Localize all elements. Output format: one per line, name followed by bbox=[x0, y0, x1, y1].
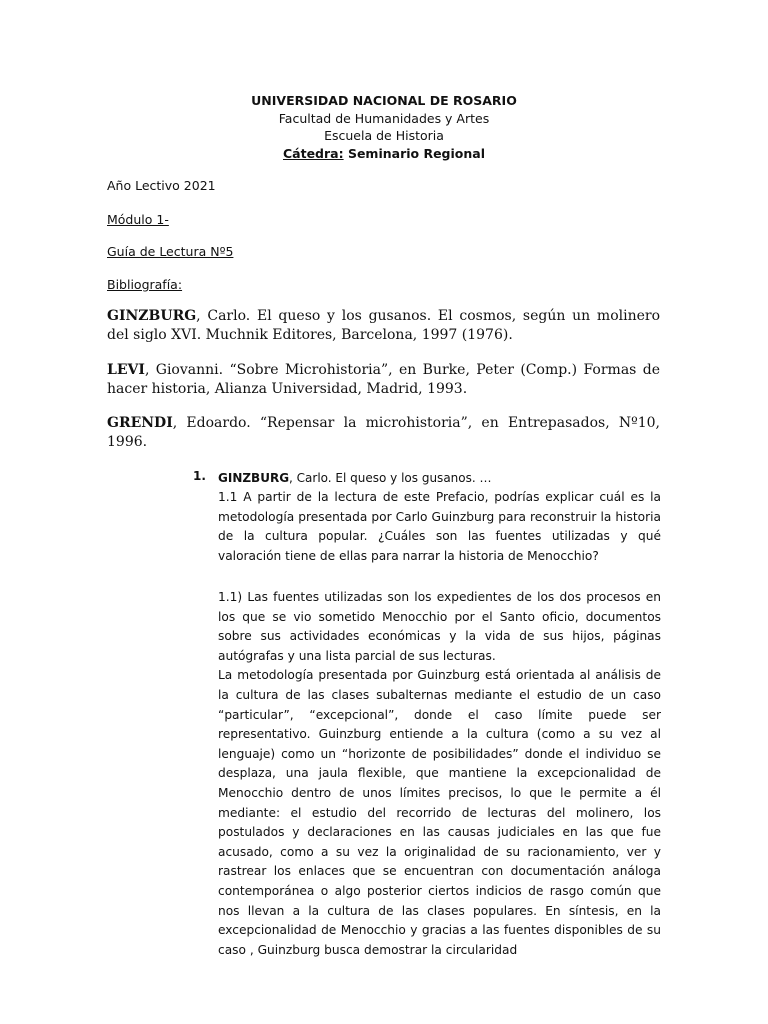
question-author: GINZBURG bbox=[218, 471, 290, 485]
module-label: Módulo 1- bbox=[107, 212, 169, 227]
chair-label: Cátedra: bbox=[282, 145, 344, 161]
answer-paragraph-sources: 1.1) Las fuentes utilizadas son los expedientes de los dos procesos en los que se vio sometido Menocchio por el Santo oficio, documentos sobre sus actividades económicas y la vida de sus hijos, páginas autógrafas y una lista parcial de sus lecturas. bbox=[218, 590, 661, 663]
question-title-rest: , Carlo. El queso y los gusanos. … bbox=[289, 471, 492, 485]
bibliography-entry bbox=[107, 361, 660, 399]
question-prompt bbox=[218, 488, 661, 566]
prompt-text: 1.1 A partir de la lectura de este Prefacio, podrías explicar cuál es la metodología presentada por Carlo Guinzburg para reconstruir la historia de la cultura popular. ¿Cuáles son las fuentes utilizadas y qué valoración tiene de ellas para narrar la historia de Menocchio? bbox=[218, 490, 661, 563]
chair-value: Seminario Regional bbox=[343, 145, 485, 161]
bibliography-entry bbox=[107, 307, 660, 345]
bibliography-citation: , Edoardo. “Repensar la microhistoria”, en Entrepasados, Nº10, 1996. bbox=[107, 415, 660, 450]
question-title bbox=[218, 469, 661, 489]
document-header bbox=[0, 92, 768, 162]
question-number: 1. bbox=[193, 469, 206, 483]
bibliography-author: GINZBURG bbox=[107, 308, 197, 324]
school-name: Escuela de Historia bbox=[324, 128, 444, 143]
bibliography-citation: , Carlo. El queso y los gusanos. El cosmos, según un molinero del siglo XVI. Muchnik Editores, Barcelona, 1997 (1976). bbox=[107, 308, 660, 343]
bibliography-author: LEVI bbox=[107, 362, 145, 378]
answer-block bbox=[218, 588, 661, 960]
bibliography-citation: , Giovanni. “Sobre Microhistoria”, en Burke, Peter (Comp.) Formas de hacer historia, Alianza Universidad, Madrid, 1993. bbox=[107, 362, 660, 397]
bibliography-heading: Bibliografía: bbox=[107, 277, 183, 292]
answer-paragraph-methodology: La metodología presentada por Guinzburg está orientada al análisis de la cultura de las clases subalternas mediante el estudio de un caso “particular”, “excepcional”, donde el caso límite puede ser representativo. Guinzburg entiende a la cultura (como a su vez al lenguaje) como un “horizonte de posibilidades” donde el individuo se desplaza, una jaula flexible, que mantiene la excepcionalidad de Menocchio dentro de unos límites precisos, lo que le permite a él mediante: el estudio del recorrido de lecturas del molinero, los postulados y declaraciones en las causas judiciales en las que fue acusado, como a su vez la originalidad de su racionamiento, ver y rastrear los enlaces que se encuentran con documentación análoga contemporánea o algo posterior ciertos indicios de rasgo común que nos llevan a la cultura de las clases populares. En síntesis, en la excepcionalidad de Menocchio y gracias a las fuentes disponibles de su caso , Guinzburg busca demostrar la circularidad bbox=[218, 668, 661, 957]
university-name: UNIVERSIDAD NACIONAL DE ROSARIO bbox=[251, 93, 517, 108]
chair-line bbox=[0, 145, 768, 163]
faculty-name: Facultad de Humanidades y Artes bbox=[278, 110, 490, 126]
academic-year: Año Lectivo 2021 bbox=[107, 178, 216, 193]
reading-guide-label: Guía de Lectura Nº5 bbox=[107, 244, 234, 259]
bibliography-entry bbox=[107, 414, 660, 452]
bibliography-author: GRENDI bbox=[107, 415, 173, 431]
